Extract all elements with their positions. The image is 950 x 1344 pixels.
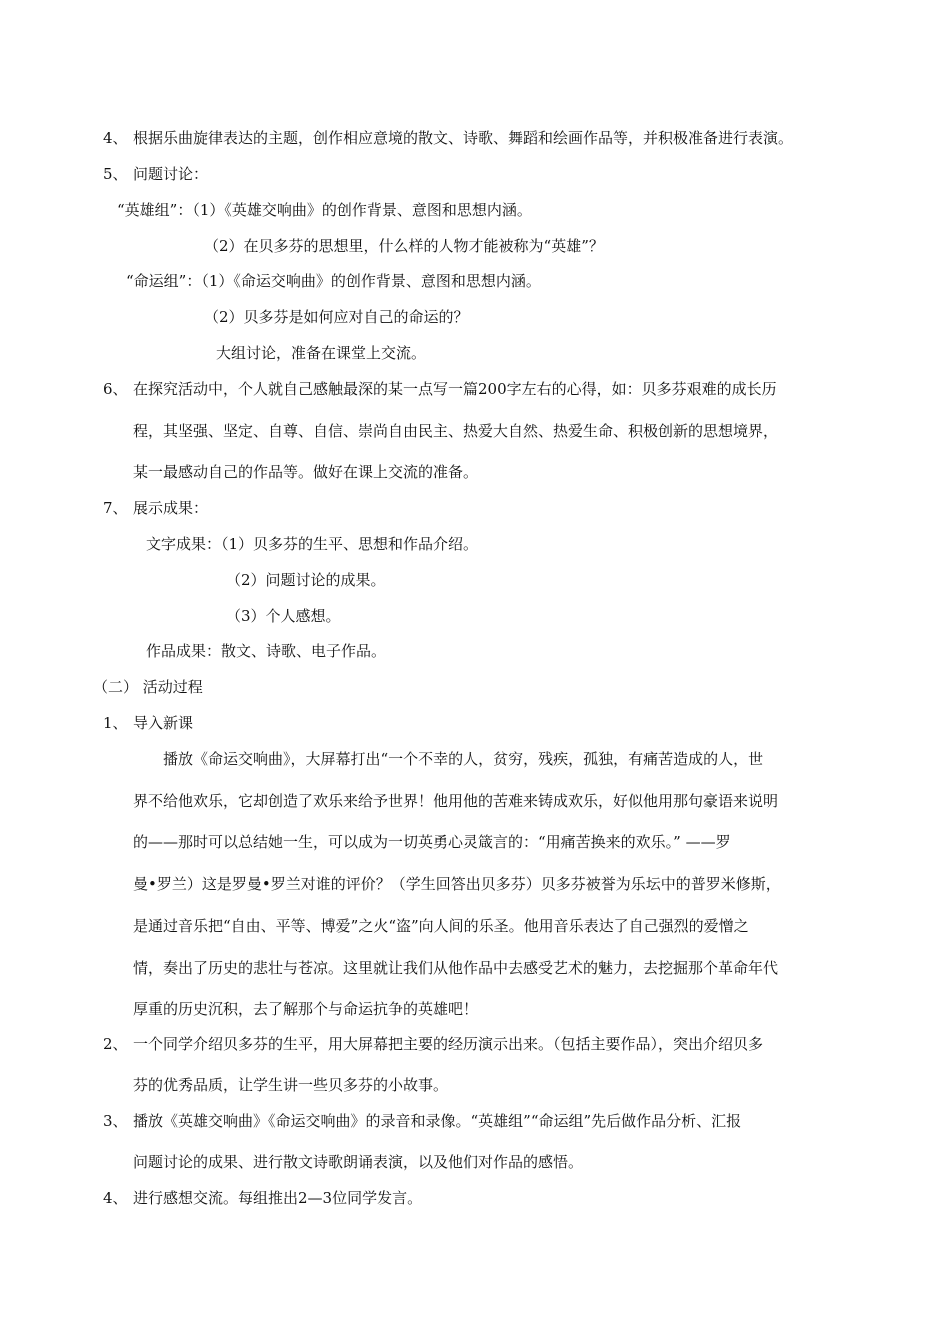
item-4-number: 4、 [103, 129, 128, 147]
item-6-number: 6、 [103, 380, 128, 398]
intro-paragraph-line-6: 情，奏出了历史的悲壮与苍凉。这里就让我们从他作品中去感受艺术的魅力，去挖掘那个革命年代 [133, 959, 779, 977]
step-1-number: 1、 [103, 714, 128, 732]
step-1-title: 导入新课 [133, 714, 194, 732]
big-group-discussion: 大组讨论，准备在课堂上交流。 [216, 344, 427, 362]
intro-paragraph-line-7: 厚重的历史沉积，去了解那个与命运抗争的英雄吧！ [133, 1000, 479, 1018]
step-3-line-2: 问题讨论的成果、进行散文诗歌朗诵表演，以及他们对作品的感悟。 [133, 1153, 584, 1171]
item-5-text: 问题讨论： [133, 165, 209, 183]
intro-paragraph-line-5: 是通过音乐把“自由、平等、博爱”之火“盗”向人间的乐圣。他用音乐表达了自己强烈的爱憎之 [133, 917, 749, 935]
step-4-text: 进行感想交流。每组推出2—3位同学发言。 [133, 1189, 423, 1207]
text-results-1: 文字成果：（1）贝多芬的生平、思想和作品介绍。 [146, 535, 479, 553]
work-results: 作品成果：散文、诗歌、电子作品。 [146, 642, 387, 660]
item-6-line-3: 某一最感动自己的作品等。做好在课上交流的准备。 [133, 463, 479, 481]
step-2-line-2: 芬的优秀品质，让学生讲一些贝多芬的小故事。 [133, 1076, 449, 1094]
step-4-number: 4、 [103, 1189, 128, 1207]
text-results-2: （2）问题讨论的成果。 [226, 571, 386, 589]
intro-paragraph-line-3: 的——那时可以总结她一生，可以成为一切英勇心灵箴言的：“用痛苦换来的欢乐。” ——罗 [133, 833, 731, 851]
intro-paragraph-line-2: 界不给他欢乐，它却创造了欢乐来给予世界！他用他的苦难来铸成欢乐，好似他用那句豪语来说明 [133, 792, 779, 810]
item-7-number: 7、 [103, 499, 128, 517]
item-6-line-2: 程，其坚强、坚定、自尊、自信、崇尚自由民主、热爱大自然、热爱生命、积极创新的思想境界， [133, 422, 779, 440]
intro-paragraph-line-1: 播放《命运交响曲》，大屏幕打出“一个不幸的人，贫穷，残疾，孤独，有痛苦造成的人，世 [163, 750, 764, 768]
item-4-text: 根据乐曲旋律表达的主题，创作相应意境的散文、诗歌、舞蹈和绘画作品等，并积极准备进行表演。 [133, 129, 794, 147]
hero-group-question-2: （2）在贝多芬的思想里，什么样的人物才能被称为“英雄”？ [204, 237, 604, 255]
fate-group-question-2: （2）贝多芬是如何应对自己的命运的？ [204, 308, 469, 326]
step-3-number: 3、 [103, 1112, 128, 1130]
intro-paragraph-line-4: 曼•罗兰）这是罗曼•罗兰对谁的评价？（学生回答出贝多芬）贝多芬被誉为乐坛中的普罗米修斯， [133, 875, 781, 893]
hero-group-question-1: “英雄组”：（1）《英雄交响曲》的创作背景、意图和思想内涵。 [117, 201, 532, 219]
item-6-line-1: 在探究活动中，个人就自己感触最深的某一点写一篇200字左右的心得，如：贝多芬艰难的成长历 [133, 380, 777, 398]
step-2-number: 2、 [103, 1035, 128, 1053]
item-7-text: 展示成果： [133, 499, 209, 517]
fate-group-question-1: “命运组”：（1）《命运交响曲》的创作背景、意图和思想内涵。 [126, 272, 541, 290]
step-2-line-1: 一个同学介绍贝多芬的生平，用大屏幕把主要的经历演示出来。（包括主要作品），突出介绍贝多 [133, 1035, 764, 1053]
section-2-heading: （二） 活动过程 [93, 678, 203, 696]
text-results-3: （3）个人感想。 [226, 607, 341, 625]
item-5-number: 5、 [103, 165, 128, 183]
step-3-line-1: 播放《英雄交响曲》《命运交响曲》的录音和录像。“英雄组”“命运组”先后做作品分析、汇报 [133, 1112, 742, 1130]
